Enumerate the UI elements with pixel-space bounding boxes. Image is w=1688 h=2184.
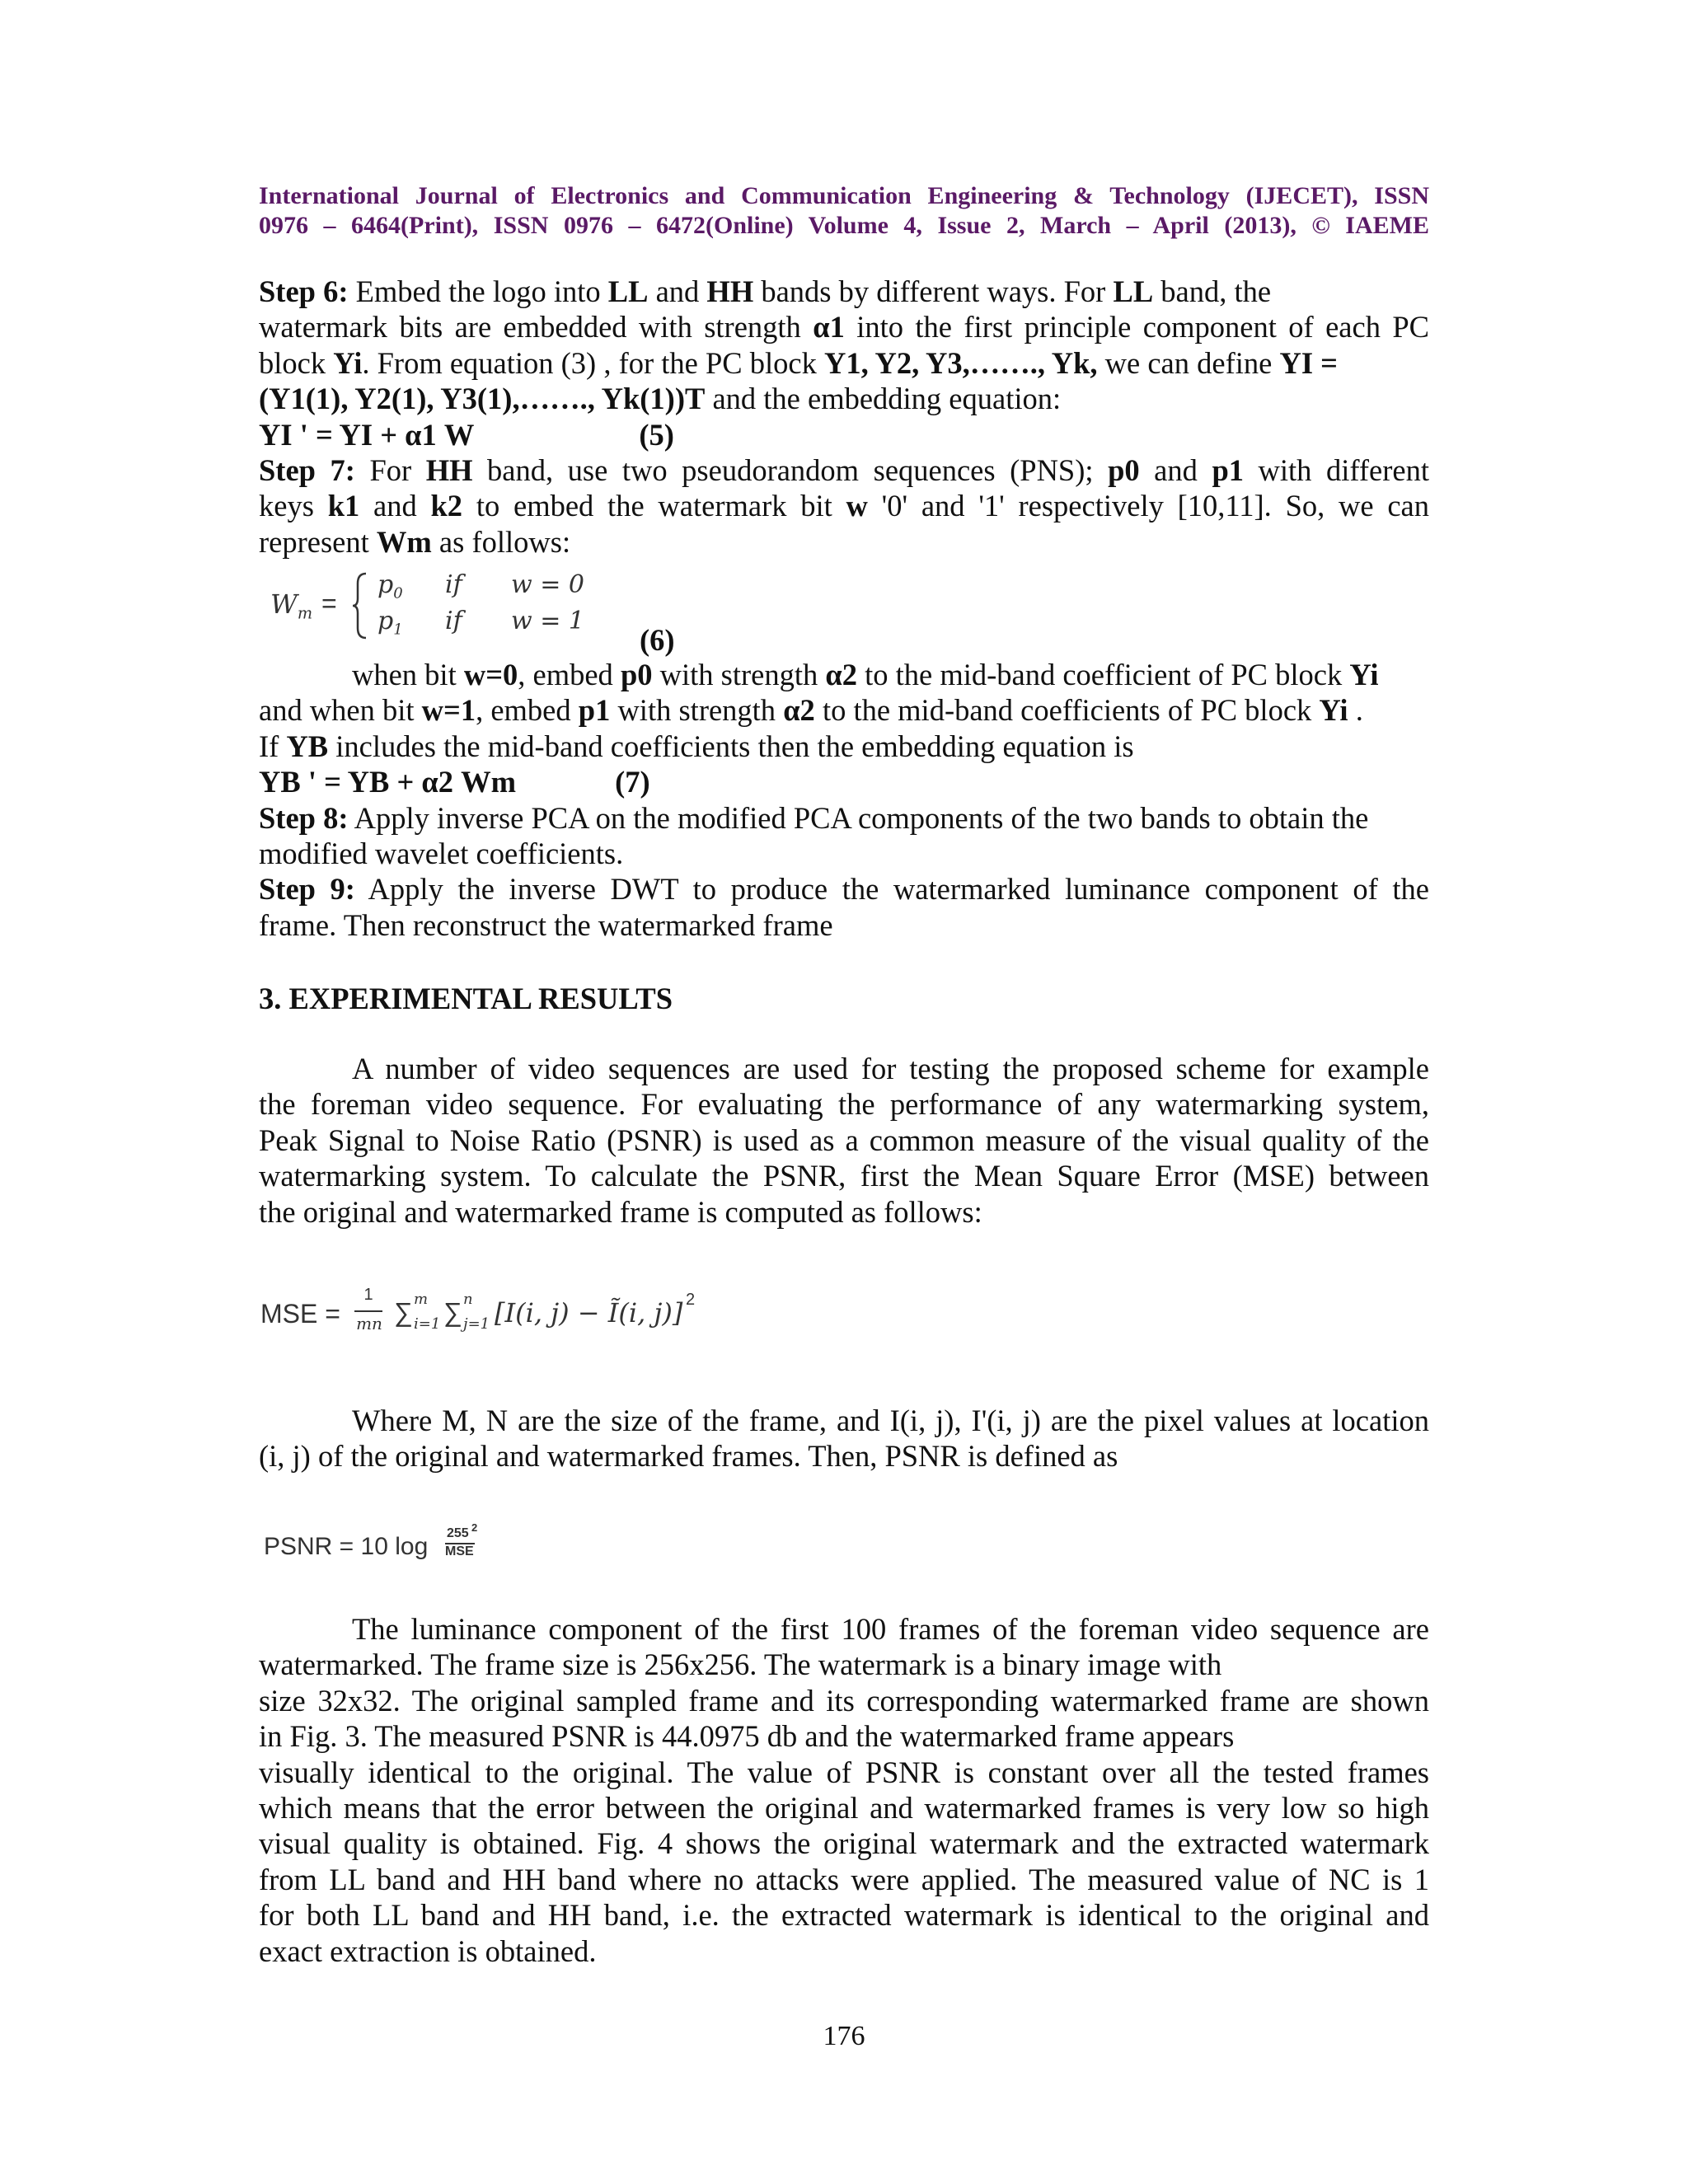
para3-line-3: size 32x32. The original sampled frame and its corresponding watermarked frame are shown: [259, 1683, 1429, 1718]
para2-line-2: (i, j) of the original and watermarked frames. Then, PSNR is defined as: [259, 1439, 1118, 1474]
fraction-bar: [354, 1310, 382, 1312]
step9-line-2: frame. Then reconstruct the watermarked frame: [259, 907, 833, 942]
para3-line-4: in Fig. 3. The measured PSNR is 44.0975 db and the watermarked frame appears: [259, 1719, 1235, 1754]
left-brace-icon: [351, 572, 369, 640]
psnr-equation-image: PSNR = 10 log 255 2 MSE: [264, 1521, 478, 1560]
para1-line-4: watermarking system. To calculate the PSNR, first the Mean Square Error (MSE) between: [259, 1159, 1429, 1193]
para1-line-2: the foreman video sequence. For evaluating the performance of any watermarking system,: [259, 1087, 1429, 1122]
equation-7: YB ' = YB + α2 Wm (7): [259, 765, 650, 799]
paragraph-2: [259, 1403, 1429, 1474]
mse-equation-image: MSE = 1 mn ∑ m i=1 ∑ n j=1 [I(i, j) − Ĩ(i, j)] 2: [260, 1286, 696, 1333]
para3-line-7: visual quality is obtained. Fig. 4 shows the original watermark and the extracted watermark: [259, 1826, 1429, 1861]
after-eq6-block: [259, 657, 1429, 943]
step9-line-1: Step 9: Apply the inverse DWT to produce the watermarked luminance component of the: [259, 872, 1429, 907]
step6-line-2: watermark bits are embedded with strength α1 into the first principle component of each PC: [259, 310, 1429, 344]
para3-line-8: from LL band and HH band where no attacks were applied. The measured value of NC is 1: [259, 1862, 1429, 1896]
after6-line-2: and when bit w=1, embed p1 with strength α2 to the mid-band coefficients of PC block Yi .: [259, 693, 1363, 728]
para1-line-1: A number of video sequences are used for testing the proposed scheme for example: [352, 1052, 1429, 1085]
para1-line-5: the original and watermarked frame is computed as follows:: [259, 1194, 982, 1229]
step7-line-3: represent Wm as follows:: [259, 524, 571, 559]
para3-line-9: for both LL band and HH band, i.e. the extracted watermark is identical to the original and: [259, 1898, 1429, 1933]
header-line-2: 0976 – 6464(Print), ISSN 0976 – 6472(Online) Volume 4, Issue 2, March – April (2013), © IAEME: [259, 212, 1429, 239]
steps-block: [259, 274, 1429, 560]
equation-6-image: $W_m$ = $p_0$ if w = 0 $p_1$ if w = 1: [270, 570, 584, 639]
after6-line-3: If YB includes the mid-band coefficients then the embedding equation is: [259, 729, 1134, 763]
step7-line-2: keys k1 and k2 to embed the watermark bit w '0' and '1' respectively [10,11]. So, we can: [259, 489, 1430, 523]
para3-line-10: exact extraction is obtained.: [259, 1933, 597, 1968]
para3-line-2: watermarked. The frame size is 256x256. The watermark is a binary image with: [259, 1647, 1222, 1682]
step6-line-1: Step 6: Embed the logo into LL and HH bands by different ways. For LL band, the: [259, 274, 1272, 308]
paragraph-3: [259, 1611, 1429, 1969]
step6-line-3: block Yi. From equation (3) , for the PC block Y1, Y2, Y3,……., Yk, we can define YI =: [259, 345, 1338, 380]
journal-header: [259, 181, 1429, 241]
para1-line-3: Peak Signal to Noise Ratio (PSNR) is used as a common measure of the visual quality of the: [259, 1122, 1429, 1157]
para3-line-6: which means that the error between the original and watermarked frames is very low so high: [259, 1791, 1429, 1825]
step7-line-1: Step 7: For HH band, use two pseudorandom sequences (PNS); p0 and p1 with different: [259, 453, 1429, 488]
para2-line-1: Where M, N are the size of the frame, and I(i, j), I'(i, j) are the pixel values at location: [352, 1404, 1429, 1437]
after6-line-1: when bit w=0, embed p0 with strength α2 to the mid-band coefficient of PC block Yi: [352, 658, 1379, 691]
step6-line-4: (Y1(1), Y2(1), Y3(1),……., Yk(1))T and the embedding equation:: [259, 382, 1062, 416]
equation-5: YI ' = YI + α1 W (5): [259, 417, 674, 452]
paragraph-1: [259, 1051, 1429, 1230]
equation-6-number: (6): [640, 623, 675, 657]
para3-line-1: The luminance component of the first 100 frames of the foreman video sequence are: [352, 1612, 1429, 1646]
header-line-1: International Journal of Electronics and Communication Engineering & Technology (IJECET), ISSN: [259, 182, 1429, 209]
page-number: 176: [823, 2021, 865, 2051]
step8-line-2: modified wavelet coefficients.: [259, 837, 624, 871]
section-3-title: 3. EXPERIMENTAL RESULTS: [259, 982, 673, 1015]
para3-line-5: visually identical to the original. The value of PSNR is constant over all the tested frames: [259, 1755, 1429, 1789]
step8-line-1: Step 8: Apply inverse PCA on the modified PCA components of the two bands to obtain the: [259, 800, 1369, 835]
